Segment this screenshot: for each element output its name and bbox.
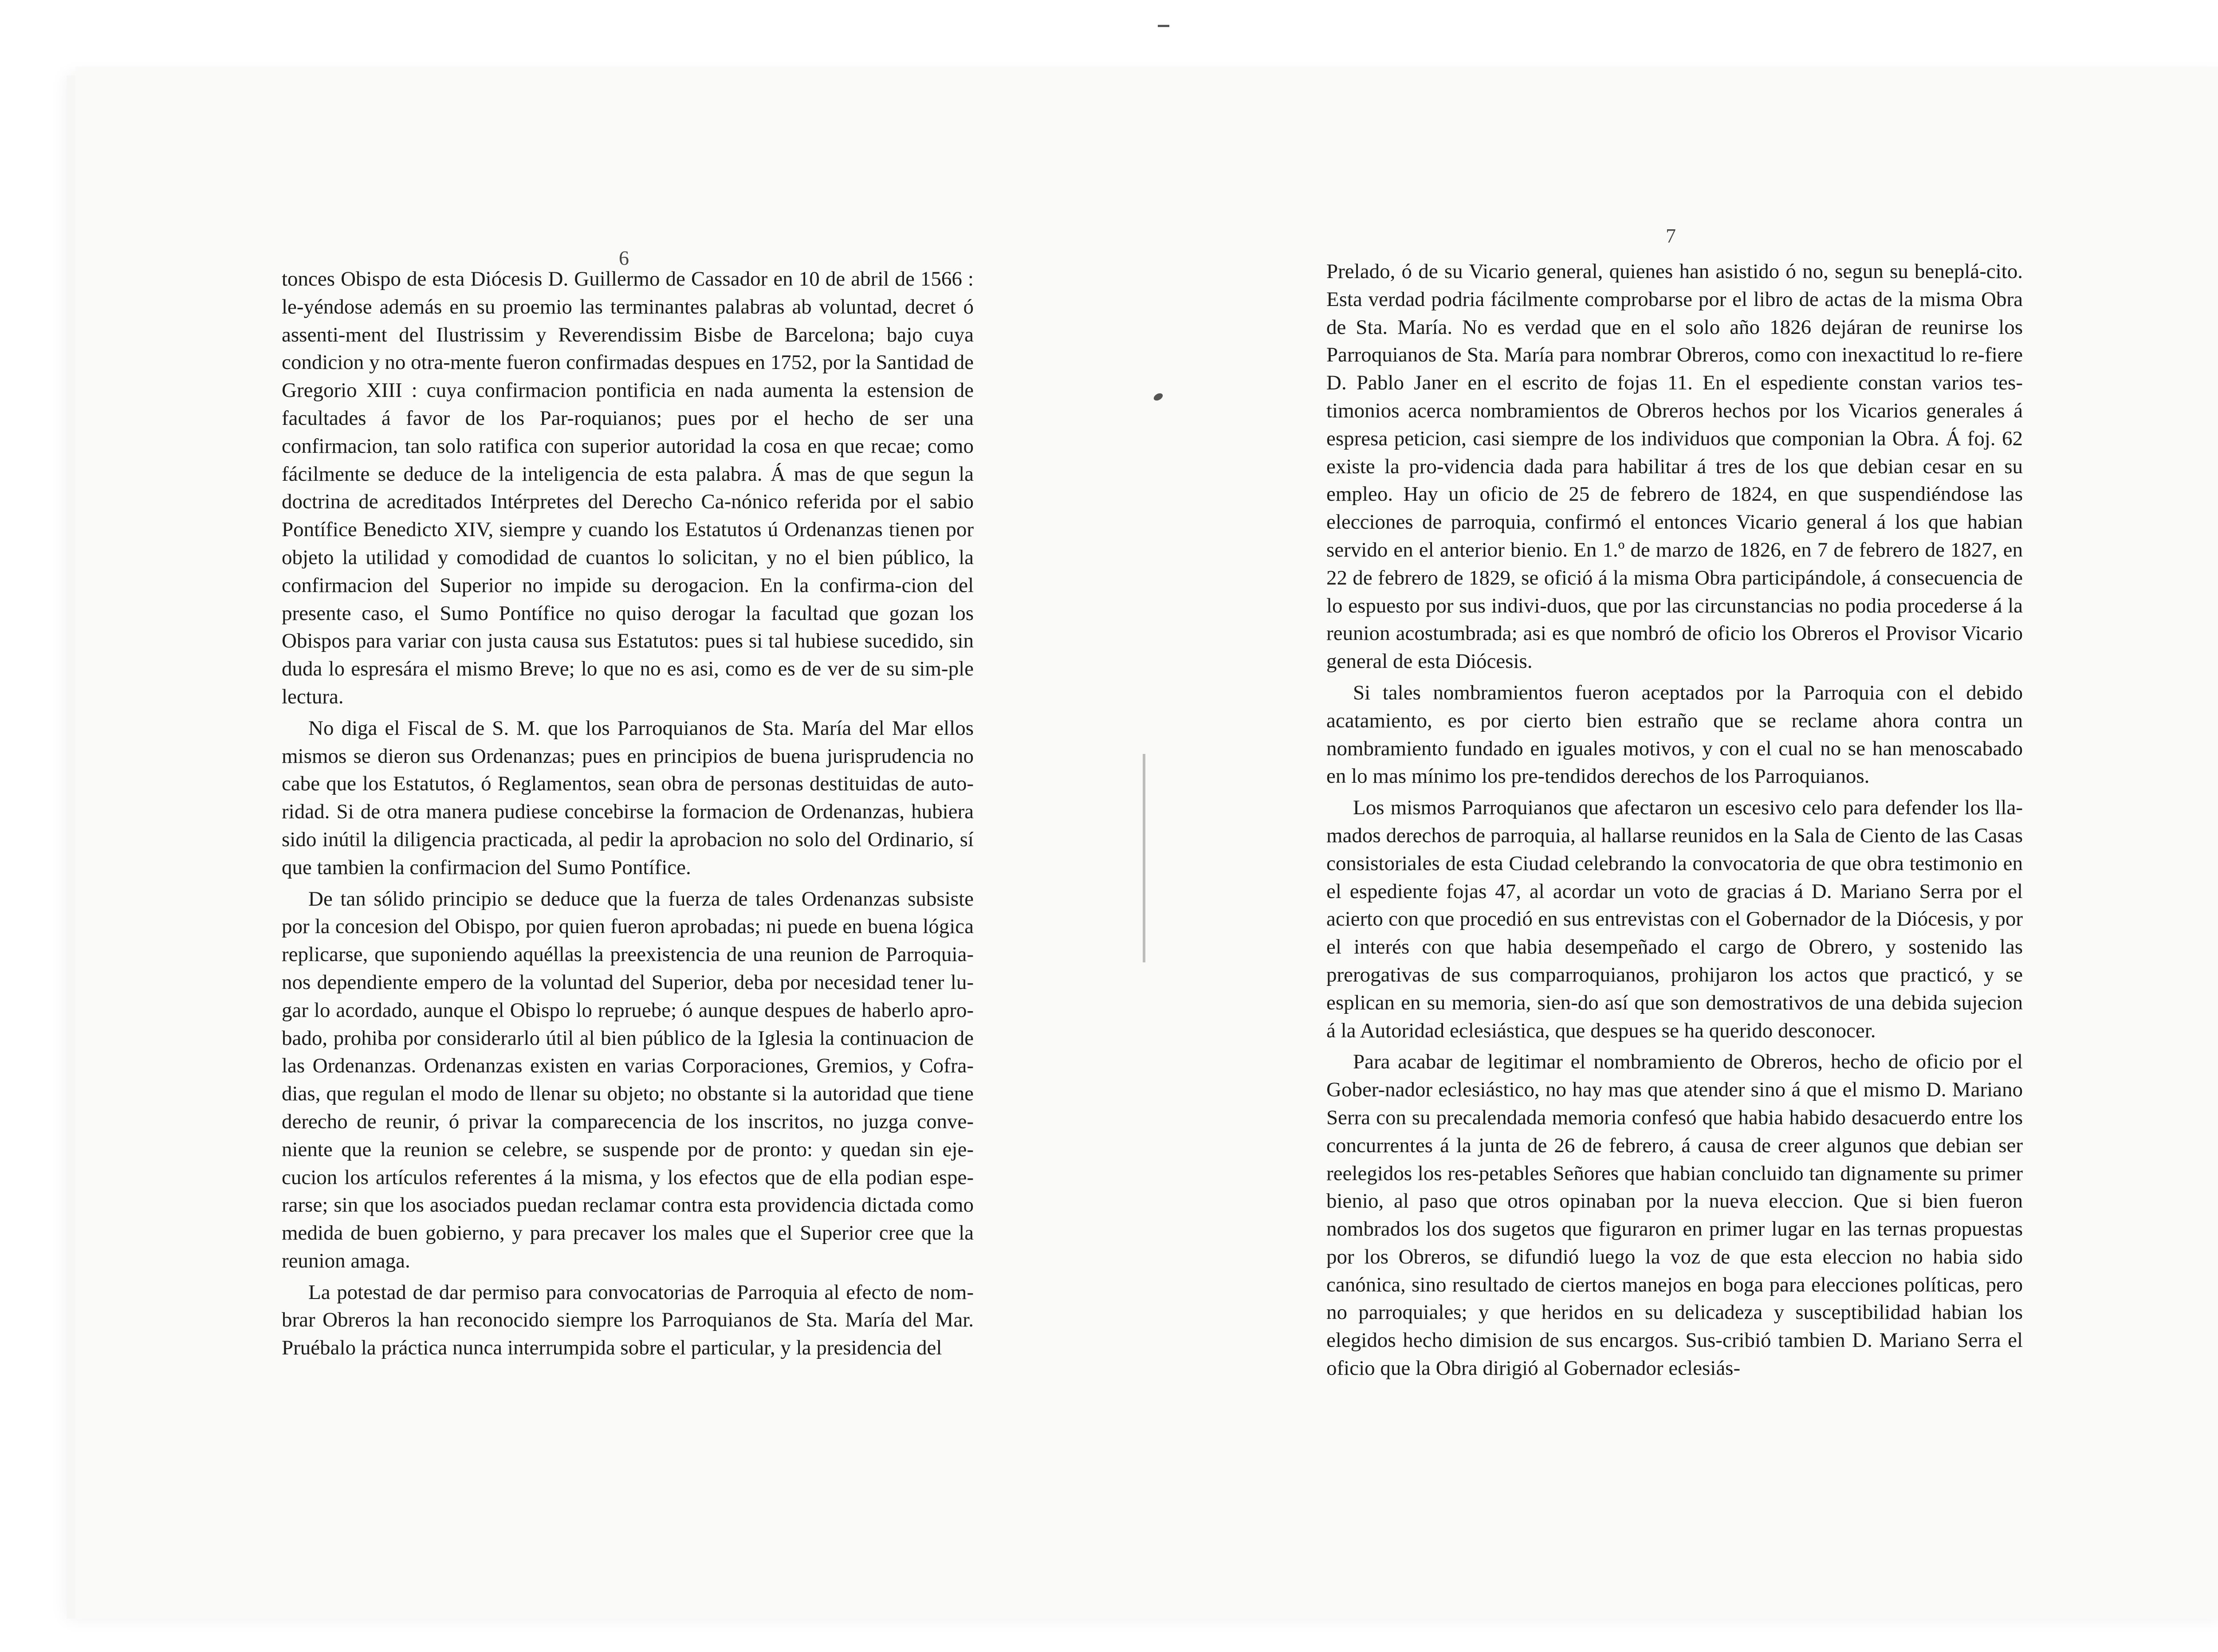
paragraph: Para acabar de legitimar el nombramiento de Obreros, hecho de oficio por el Gober-nador eclesiástico, no hay mas que atender sino á que el mismo D. Mariano Serra con su precalendada memoria confesó que habia habido desacuerdo entre los concurrentes á la junta de 26 de febrero, á causa de creer algunos que debian ser reelegidos los res-petables Señores que habian concluido tan dignamente su primer bienio, al paso que otros opinaban por la nueva eleccion. Que si bien fueron nombrados los dos sugetos que figuraron en primer lugar en las ternas propuestas por los Obreros, se difundió luego la voz de que esta eleccion no habia sido canónica, sino resultado de ciertos manejos en boga para elecciones políticas, pero no parroquiales; y que heridos en su delicadeza y susceptibilidad habian los elegidos hecho dimision de sus encargos. Sus-cribió tambien D. Mariano Serra el oficio que la Obra dirigió al Gobernador eclesiás- — [1326, 1050, 2023, 1380]
paragraph: La potestad de dar permiso para convocatorias de Parroquia al efecto de nom-brar Obreros la han reconocido siempre los Parroquianos de Sta. María del Mar. Pruébalo la práctica nunca interrumpida sobre el particular, y la presidencia del — [282, 1280, 974, 1360]
paragraph: Si tales nombramientos fueron aceptados por la Parroquia con el debido acatamiento, es por cierto bien estraño que se reclame ahora contra un nombramiento fundado en iguales motivos, y con el cual no se han menoscabado en lo mas mínimo los pre-tendidos derechos de los Parroquianos. — [1326, 681, 2023, 788]
paragraph: Los mismos Parroquianos que afectaron un escesivo celo para defender los lla-mados derechos de parroquia, al hallarse reunidos en la Sala de Ciento de las Casas consistoriales de esta Ciudad celebrando la convocatoria de que obra testimonio en el espediente fojas 47, al acordar un voto de gracias á D. Mariano Serra por el acierto con que procedió en sus entrevistas con el Gobernador de la Diócesis, y por el interés con que habia desempeñado el cargo de Obrero, y sostenido las prerogativas de sus comparroquianos, prohijaron los actos que practicó, y se esplican en su memoria, sien-do así que son demostrativos de una debida sujecion á la Autoridad eclesiástica, que despues se ha querido desconocer. — [1326, 796, 2023, 1042]
left-page-text — [282, 265, 974, 1362]
paragraph: No diga el Fiscal de S. M. que los Parroquianos de Sta. María del Mar ellos mismos se dieron sus Ordenanzas; pues en principios de buena jurisprudencia no cabe que los Estatutos, ó Reglamentos, sean obra de personas destituidas de auto-ridad. Si de otra manera pudiese concebirse la formacion de Ordenanzas, hubiera sido inútil la diligencia practicada, al pedir la aprobacion no solo del Ordinario, sí que tambien la confirmacion del Sumo Pontífice. — [282, 716, 974, 879]
paragraph: De tan sólido principio se deduce que la fuerza de tales Ordenanzas subsiste por la concesion del Obispo, por quien fueron aprobadas; ni puede en buena lógica replicarse, que suponiendo aquéllas la preexistencia de una reunion de Parroquia-nos dependiente empero de la voluntad del Superior, deba por necesidad tener lu-gar lo acordado, aunque el Obispo lo repruebe; ó aunque despues de haberlo apro-bado, prohiba por considerarlo útil al bien público de la Iglesia la continuacion de las Ordenanzas. Ordenanzas existen en varias Corporaciones, Gremios, y Cofra-dias, que regulan el modo de llenar su objeto; no obstante si la autoridad que tiene derecho de reunir, ó privar la comparecencia de los inscritos, no juzga conve-niente que la reunion se celebre, se suspende por de pronto: y quedan sin eje-cucion los artículos referentes á la misma, y los efectos que de ella podian espe-rarse; sin que los asociados puedan reclamar contra esta providencia dictada como medida de buen gobierno, y para precaver los males que el Superior cree que la reunion amaga. — [282, 887, 974, 1272]
book-gutter-line — [1143, 754, 1145, 962]
paragraph: tonces Obispo de esta Diócesis D. Guillermo de Cassador en 10 de abril de 1566 : le-yéndose además en su proemio las terminantes palabras ab voluntad, decret ó assenti-ment del Ilustrissim y Reverendissim Bisbe de Barcelona; bajo cuya condicion y no otra-mente fueron confirmadas despues en 1752, por la Santidad de Gregorio XIII : cuya confirmacion pontificia en nada aumenta la estension de facultades á favor de los Par-roquianos; pues por el hecho de ser una confirmacion, tan solo ratifica con superior autoridad la cosa en que recae; como fácilmente se deduce de la inteligencia de esta palabra. Á mas de que segun la doctrina de acreditados Intérpretes del Derecho Ca-nónico referida por el sabio Pontífice Benedicto XIV, siempre y cuando los Estatutos ú Ordenanzas tienen por objeto la utilidad y comodidad de cuantos lo solicitan, y no el bien público, la confirmacion del Superior no impide su derogacion. En la confirma-cion del presente caso, el Sumo Pontífice no quiso derogar la facultad que gozan los Obispos para variar con justa causa sus Estatutos: pues si tal hubiese sucedido, sin duda lo espresára el mismo Breve; lo que no es asi, como es de ver de su sim-ple lectura. — [282, 267, 974, 708]
paragraph: Prelado, ó de su Vicario general, quienes han asistido ó no, segun su beneplá-cito. Esta verdad podria fácilmente comprobarse por el libro de actas de la misma Obra de Sta. María. No es verdad que en el solo año 1826 dejáran de reunirse los Parroquianos de Sta. María para nombrar Obreros, como con inexactitud lo re-fiere D. Pablo Janer en el escrito de fojas 11. En el espediente constan varios tes-timonios acerca nombramientos de Obreros hechos por los Vicarios generales á espresa peticion, casi siempre de los individuos que componian la Obra. Á foj. 62 existe la pro-videncia dada para habilitar á tres de los que debian cesar en su empleo. Hay un oficio de 25 de febrero de 1824, en que suspendiéndose las elecciones de parroquia, confirmó el entonces Vicario general á los que habian servido en el anterior bienio. En 1.º de marzo de 1826, en 7 de febrero de 1827, en 22 de febrero de 1829, se ofició á la misma Obra participándole, á consecuencia de lo espuesto por sus indivi-duos, que por las circunstancias no podia procederse á la reunion acostumbrada; asi es que nombró de oficio los Obreros el Provisor Vicario general de esta Diócesis. — [1326, 260, 2023, 673]
right-page-number: 7 — [1666, 224, 1676, 247]
right-page-text — [1326, 258, 2023, 1382]
left-page-number: 6 — [619, 247, 629, 269]
scan-mark-top — [1158, 25, 1169, 27]
